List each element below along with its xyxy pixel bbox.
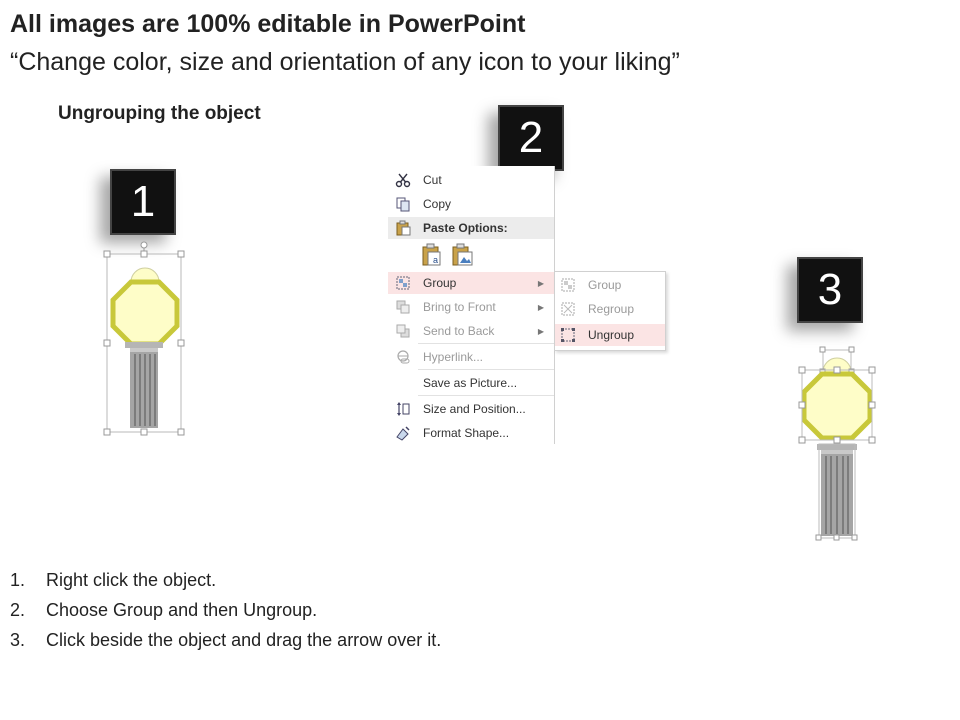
- hyperlink-icon: [394, 348, 412, 366]
- menu-separator: [418, 369, 554, 370]
- menu-item-label: Size and Position...: [423, 402, 526, 416]
- paste-picture-icon[interactable]: [452, 243, 474, 267]
- context-menu: [388, 166, 555, 444]
- paste-keep-formatting-icon[interactable]: [422, 243, 444, 267]
- bring-to-front-icon: [394, 298, 412, 316]
- submenu-arrow-icon: ▶: [537, 302, 544, 312]
- menu-item-save-as-picture[interactable]: [388, 372, 554, 394]
- size-position-icon: [394, 400, 412, 418]
- step-badge-1: 1: [110, 169, 176, 235]
- step-badge-2: 2: [498, 105, 564, 171]
- group-submenu: [554, 271, 666, 351]
- menu-item-label: Group: [423, 276, 457, 290]
- step-number: 2.: [10, 600, 26, 620]
- submenu-item-regroup[interactable]: [555, 298, 665, 320]
- menu-item-hyperlink[interactable]: [388, 346, 554, 368]
- instruction-step-2: [10, 600, 317, 621]
- menu-item-send-to-back[interactable]: [388, 320, 554, 342]
- menu-item-copy[interactable]: [388, 193, 554, 215]
- slide-title: All images are 100% editable in PowerPoint: [10, 10, 526, 38]
- submenu-item-label: Ungroup: [588, 328, 635, 342]
- menu-item-label: Cut: [423, 173, 442, 187]
- menu-separator: [418, 343, 554, 344]
- submenu-item-label: Group: [588, 278, 622, 292]
- menu-item-label: Format Shape...: [423, 426, 510, 440]
- menu-item-label: Copy: [423, 197, 452, 211]
- step-text: Click beside the object and drag the arrow over it.: [46, 630, 442, 650]
- submenu-item-label: Regroup: [588, 302, 635, 316]
- instruction-step-3: [10, 630, 441, 651]
- menu-item-label: Hyperlink...: [423, 350, 484, 364]
- regroup-icon: [559, 300, 577, 318]
- group-icon: [559, 276, 577, 294]
- menu-separator: [418, 395, 554, 396]
- copy-icon: [394, 195, 412, 213]
- menu-header-paste-options: [388, 217, 554, 239]
- svg-text:a: a: [433, 255, 439, 265]
- format-shape-icon: [394, 424, 412, 442]
- step-number: 1.: [10, 570, 26, 590]
- menu-item-label: Paste Options:: [423, 221, 508, 235]
- slide-subtitle: “Change color, size and orientation of any icon to your liking”: [10, 48, 680, 76]
- grouped-pillar-object[interactable]: [100, 238, 190, 438]
- menu-item-label: Bring to Front: [423, 300, 496, 314]
- scissors-icon: [394, 171, 412, 189]
- submenu-arrow-icon: ▶: [537, 326, 544, 336]
- section-title: Ungrouping the object: [58, 103, 261, 124]
- ungrouped-pillar-object[interactable]: [796, 338, 886, 546]
- menu-item-group[interactable]: [388, 272, 554, 294]
- clipboard-icon: [394, 219, 412, 237]
- step-text: Right click the object.: [46, 570, 217, 590]
- ungroup-icon: [559, 326, 577, 344]
- group-icon: [394, 274, 412, 292]
- paste-option-row: [420, 241, 480, 269]
- submenu-arrow-icon: ▶: [537, 278, 544, 288]
- submenu-item-ungroup[interactable]: [555, 324, 665, 346]
- step-badge-3: 3: [797, 257, 863, 323]
- instruction-step-1: [10, 570, 216, 591]
- menu-item-label: Send to Back: [423, 324, 495, 338]
- menu-item-format-shape[interactable]: [388, 422, 554, 444]
- step-text: Choose Group and then Ungroup.: [46, 600, 318, 620]
- menu-item-bring-to-front[interactable]: [388, 296, 554, 318]
- step-number: 3.: [10, 630, 26, 650]
- menu-item-size-and-position[interactable]: [388, 398, 554, 420]
- send-to-back-icon: [394, 322, 412, 340]
- menu-item-label: Save as Picture...: [423, 376, 518, 390]
- menu-item-cut[interactable]: [388, 169, 554, 191]
- submenu-item-group[interactable]: [555, 274, 665, 296]
